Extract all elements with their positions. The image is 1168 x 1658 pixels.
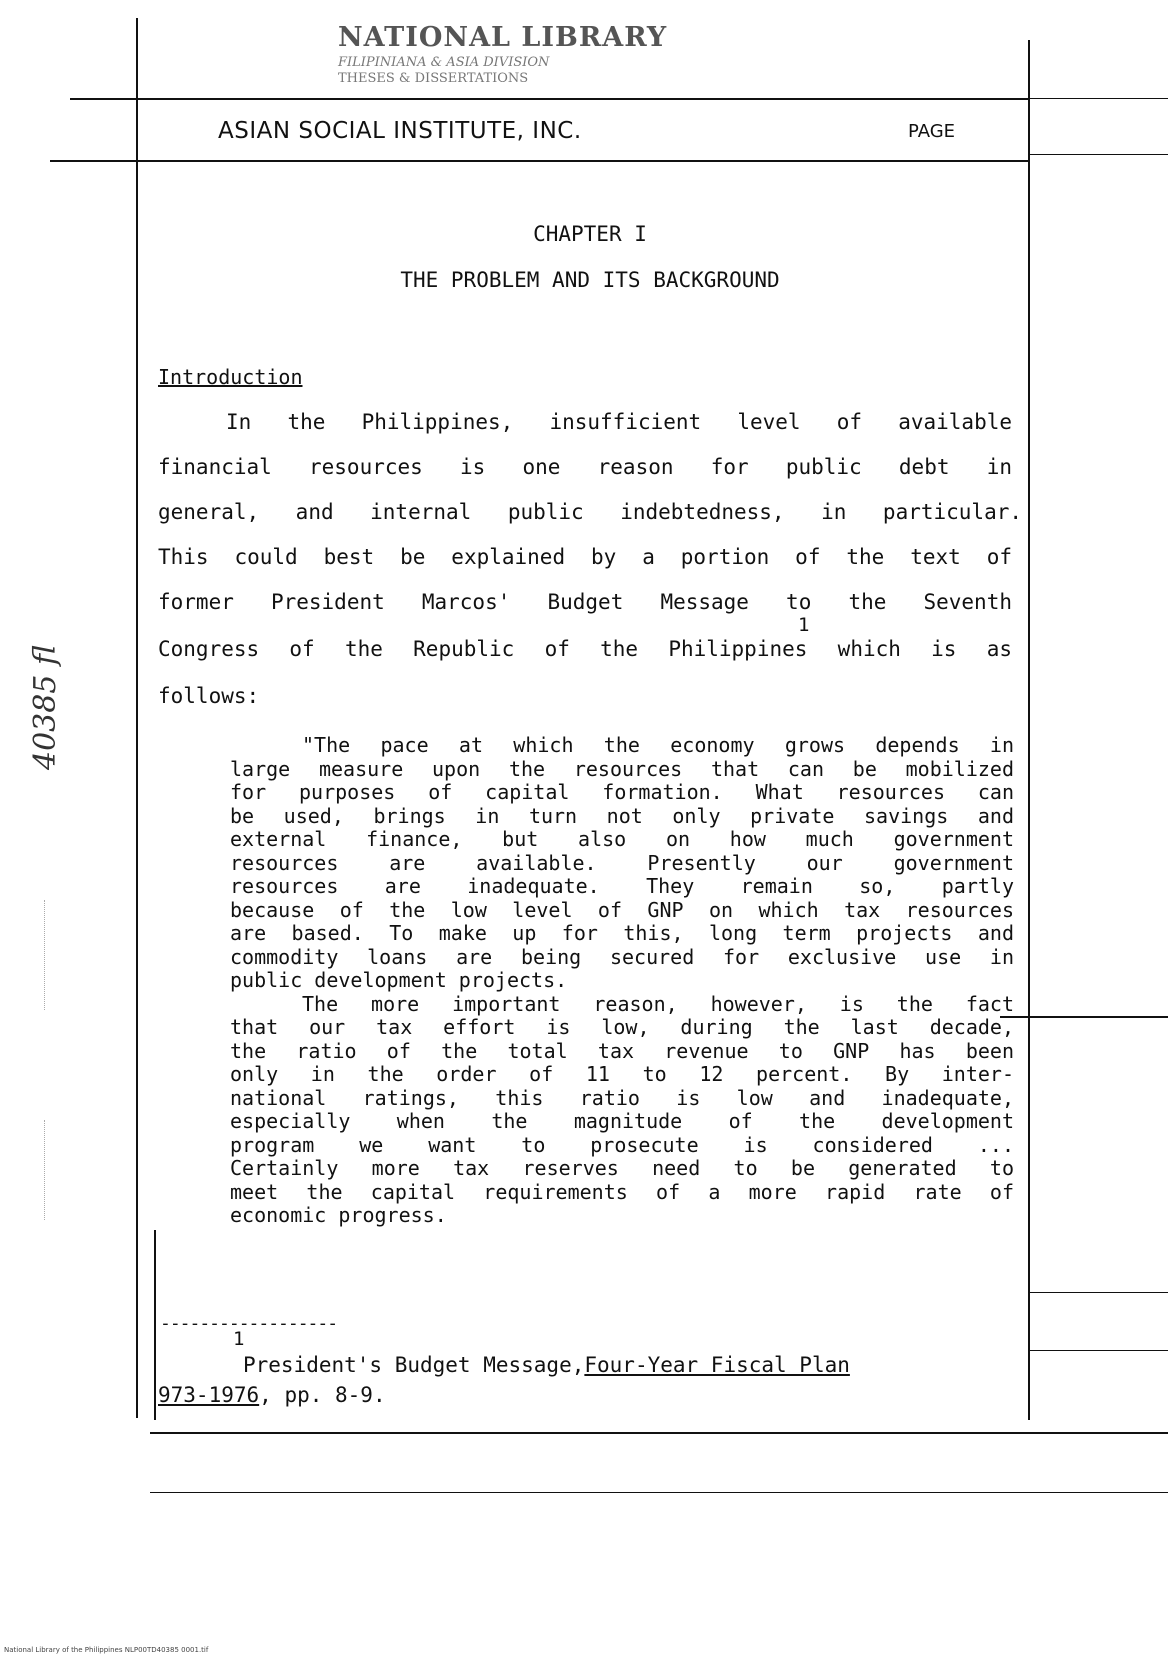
footnote-title-part1: Four-Year Fiscal Plan — [584, 1353, 850, 1377]
right-margin-rule-3 — [1000, 1016, 1168, 1018]
right-vertical-rule — [1028, 40, 1030, 1420]
chapter-number: CHAPTER I — [533, 222, 647, 246]
chapter-title: THE PROBLEM AND ITS BACKGROUND — [400, 268, 780, 292]
page-label: PAGE — [908, 121, 956, 142]
handwritten-accession-note: 40385 fl — [28, 645, 63, 770]
quote-line: "The pace at which the economy grows depends in — [302, 733, 1014, 757]
body-line-3: general, and internal public indebtedness, in particular. — [158, 500, 1022, 524]
footnote-source: President's Budget Message, — [243, 1353, 585, 1377]
margin-dots-2 — [44, 1120, 47, 1220]
footer-rule-2 — [150, 1492, 1168, 1493]
quote-line: external finance, but also on how much government — [230, 827, 1014, 851]
quote-line: public development projects. — [230, 968, 568, 992]
header-bottom-rule — [50, 160, 1030, 162]
left-vertical-rule — [136, 18, 138, 1418]
body-line-1: In the Philippines, insufficient level of available — [226, 410, 1012, 434]
right-margin-rule-1 — [1030, 98, 1168, 99]
library-stamp — [338, 22, 667, 86]
quote-line: because of the low level of GNP on which tax resources — [230, 897, 1014, 922]
footnote-text — [158, 1350, 850, 1410]
quote-line: resources are available. Presently our government — [230, 850, 1014, 875]
quote-line: commodity loans are being secured for exclusive use in — [230, 944, 1014, 969]
left-inner-vertical-rule — [154, 1230, 156, 1420]
header-top-rule — [70, 98, 1030, 100]
institution-name: ASIAN SOCIAL INSTITUTE, INC. — [218, 118, 582, 144]
quote-line: resources are inadequate. They remain so, partly — [230, 874, 1014, 898]
section-heading: Introduction — [158, 365, 303, 389]
stamp-line-1: NATIONAL LIBRARY — [338, 22, 668, 53]
stamp-line-2: FILIPINIANA & ASIA DIVISION — [338, 55, 550, 70]
quote-line: only in the order of 11 to 12 percent. By inter- — [230, 1062, 1014, 1086]
footnote-number: 1 — [233, 1328, 245, 1350]
quote-line: national ratings, this ratio is low and inadequate, — [230, 1085, 1014, 1110]
margin-dots-1 — [44, 900, 47, 1010]
quote-line: meet the capital requirements of a more rapid rate of — [230, 1179, 1014, 1204]
scan-caption: National Library of the Philippines NLP00TD40385 0001.tif — [4, 1646, 209, 1654]
body-line-7: follows: — [158, 684, 260, 708]
right-margin-rule-2 — [1030, 154, 1168, 155]
body-line-6: Congress of the Republic of the Philippines which is as — [158, 637, 1012, 661]
quote-line: that our tax effort is low, during the last decade, — [230, 1015, 1014, 1039]
quote-line: are based. To make up for this, long term projects and — [230, 921, 1014, 945]
quote-line: especially when the magnitude of the development — [230, 1109, 1014, 1133]
budget-message-quote — [230, 734, 1014, 1228]
quote-line: economic progress. — [230, 1203, 447, 1227]
quote-line: The more important reason, however, is the fact — [302, 991, 1014, 1016]
stamp-line-3: THESES & DISSERTATIONS — [338, 71, 529, 86]
body-line-5: former President Marcos' Budget Message to the Seventh — [158, 590, 1012, 614]
footnote-pages: , pp. 8-9. — [259, 1383, 386, 1407]
quote-line: large measure upon the resources that can be mobilized — [230, 756, 1014, 781]
body-line-4: This could best be explained by a portion of the text of — [158, 545, 1012, 569]
right-margin-rule-4 — [1030, 1292, 1168, 1293]
footnote-title-part2: 973-1976 — [158, 1383, 260, 1407]
quote-line: for purposes of capital formation. What resources can — [230, 780, 1014, 804]
right-margin-rule-5 — [1030, 1350, 1168, 1351]
quote-line: Certainly more tax reserves need to be generated to — [230, 1156, 1014, 1180]
footnote-separator: ------------------ — [160, 1313, 338, 1334]
body-line-2: financial resources is one reason for public debt in — [158, 455, 1012, 479]
footnote-reference: 1 — [798, 614, 810, 636]
footer-rule-1 — [150, 1432, 1168, 1434]
quote-line: program we want to prosecute is considered ... — [230, 1132, 1014, 1157]
quote-line: be used, brings in turn not only private savings and — [230, 803, 1014, 828]
quote-line: the ratio of the total tax revenue to GNP has been — [230, 1038, 1014, 1063]
